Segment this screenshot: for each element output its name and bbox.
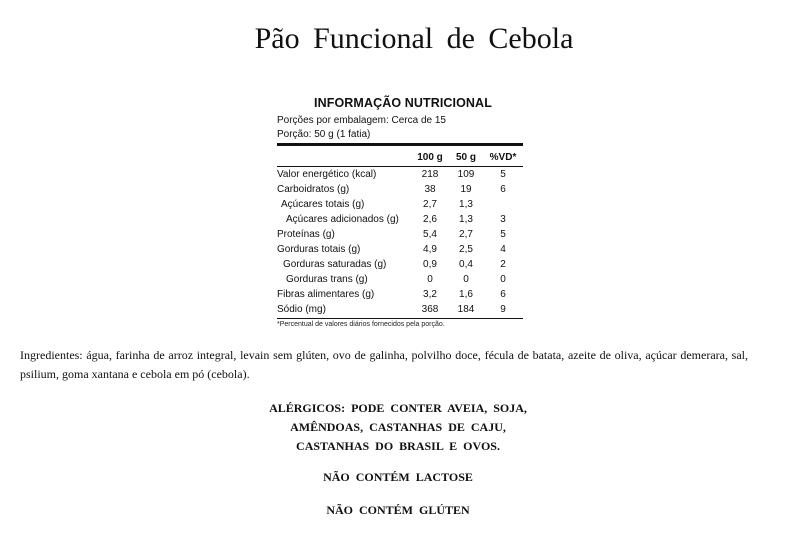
column-header <box>277 146 411 167</box>
value-100g: 5,4 <box>423 229 437 240</box>
lactose-free-notice: NÃO CONTÉM LACTOSE <box>323 470 473 484</box>
value-vd: 4 <box>500 244 506 255</box>
row-label: Carboidratos (g) <box>277 184 350 195</box>
table-row <box>277 167 523 183</box>
allergens-line: AMÊNDOAS, CASTANHAS DE CAJU, <box>290 420 506 434</box>
value-100g: 2,7 <box>423 199 437 210</box>
nutrition-table <box>277 146 523 317</box>
value-vd: 6 <box>500 184 506 195</box>
value-50g: 1,3 <box>459 199 473 210</box>
value-100g: 4,9 <box>423 244 437 255</box>
table-row <box>277 302 523 317</box>
row-label: Gorduras saturadas (g) <box>283 259 387 270</box>
value-100g: 218 <box>421 169 439 180</box>
value-vd: 2 <box>500 259 506 270</box>
value-50g: 19 <box>460 184 472 195</box>
value-100g: 2,6 <box>423 214 437 225</box>
value-50g: 0 <box>463 274 469 285</box>
value-vd: 5 <box>500 169 506 180</box>
table-row <box>277 257 523 272</box>
value-50g: 2,7 <box>459 229 473 240</box>
row-label: Açúcares totais (g) <box>281 199 365 210</box>
value-50g: 184 <box>457 304 475 315</box>
value-vd: 6 <box>500 289 506 300</box>
allergens-notice <box>0 399 796 456</box>
row-label: Gorduras totais (g) <box>277 244 361 255</box>
value-50g: 109 <box>457 169 475 180</box>
table-row <box>277 182 523 197</box>
value-vd <box>483 197 523 212</box>
value-vd: 3 <box>500 214 506 225</box>
column-header: %VD* <box>489 152 517 163</box>
value-100g: 368 <box>421 304 439 315</box>
bottom-divider <box>277 318 523 319</box>
value-100g: 38 <box>424 184 436 195</box>
table-row <box>277 287 523 302</box>
column-header: 50 g <box>455 152 476 163</box>
column-header: 100 g <box>417 152 443 163</box>
row-label: Gorduras trans (g) <box>286 274 368 285</box>
nutrition-facts-panel <box>277 96 523 328</box>
value-50g: 0,4 <box>459 259 473 270</box>
row-label: Sódio (mg) <box>277 304 326 315</box>
table-row <box>277 227 523 242</box>
value-50g: 1,6 <box>459 289 473 300</box>
allergens-line: CASTANHAS DO BRASIL E OVOS. <box>296 439 500 453</box>
value-50g: 1,3 <box>459 214 473 225</box>
ingredients-text: Ingredientes: água, farinha de arroz integral, levain sem glúten, ovo de galinha, polvilho doce, fécula de batata, azeite de oliva, açúcar demerara, sal, psilium, goma xantana e cebola em pó (cebola). <box>20 348 748 381</box>
value-50g: 2,5 <box>459 244 473 255</box>
row-label: Valor energético (kcal) <box>277 169 377 180</box>
page-title: Pão Funcional de Cebola <box>254 22 574 55</box>
row-label: Fibras alimentares (g) <box>277 289 375 300</box>
value-100g: 0,9 <box>423 259 437 270</box>
allergens-line: ALÉRGICOS: PODE CONTER AVEIA, SOJA, <box>269 401 527 415</box>
table-header-row <box>277 146 523 167</box>
gluten-free-notice: NÃO CONTÉM GLÚTEN <box>326 503 470 517</box>
table-row <box>277 272 523 287</box>
serving-size: Porção: 50 g (1 fatia) <box>277 129 371 140</box>
servings-per-package: Porções por embalagem: Cerca de 15 <box>277 115 446 126</box>
table-row <box>277 242 523 257</box>
value-100g: 3,2 <box>423 289 437 300</box>
daily-value-footnote: *Percentual de valores diários fornecidos pela porção. <box>277 321 445 328</box>
nutrition-heading: INFORMAÇÃO NUTRICIONAL <box>314 96 492 110</box>
value-100g: 0 <box>427 274 433 285</box>
row-label: Proteínas (g) <box>277 229 335 240</box>
table-row <box>277 197 523 212</box>
value-vd: 5 <box>500 229 506 240</box>
value-vd: 9 <box>500 304 506 315</box>
row-label: Açúcares adicionados (g) <box>286 214 399 225</box>
table-row <box>277 212 523 227</box>
value-vd: 0 <box>500 274 506 285</box>
